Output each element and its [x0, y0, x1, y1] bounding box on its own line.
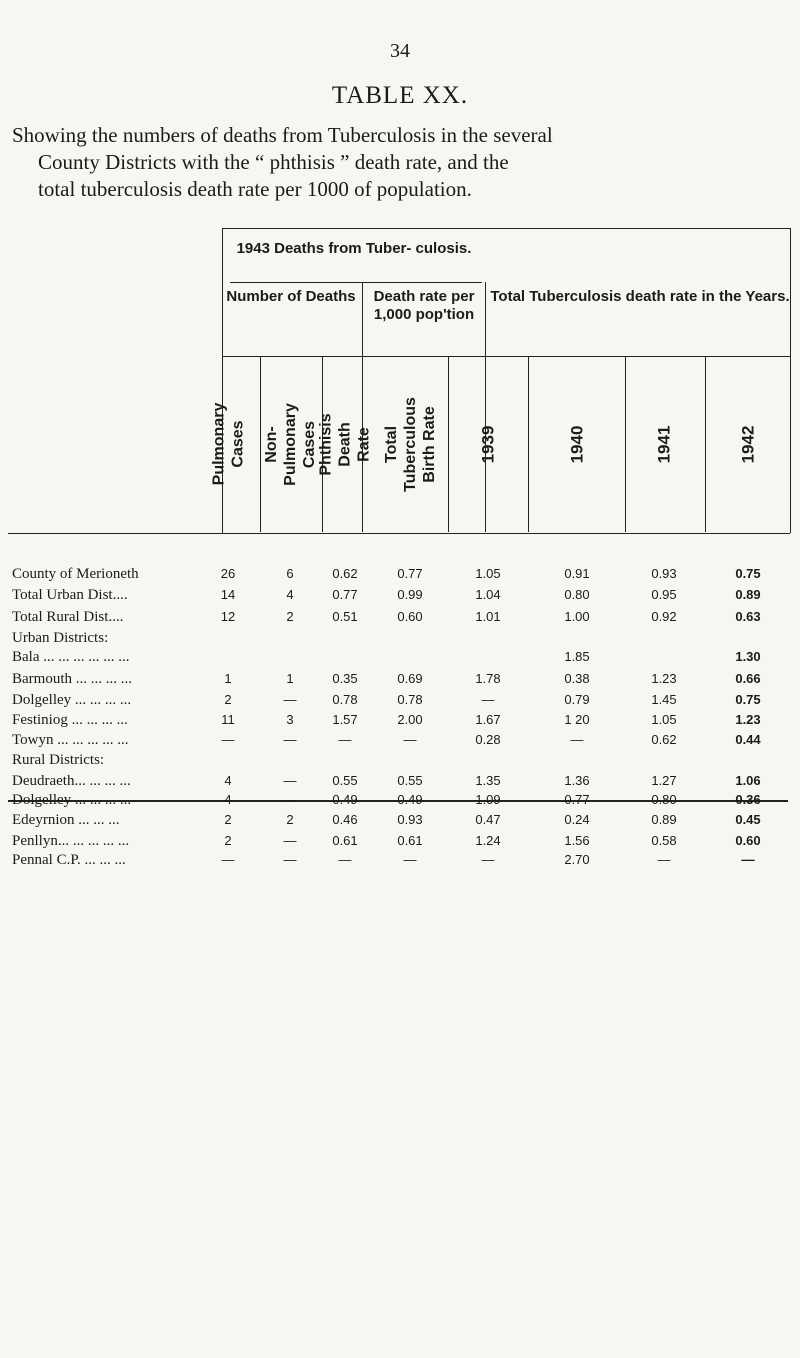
column-rule: [790, 228, 791, 533]
cell-year-1941: 0.93: [651, 566, 677, 581]
cell-year-1939: —: [481, 851, 495, 867]
cell-year-1941: 0.92: [651, 608, 677, 624]
cell-year-1940: 0.80: [564, 587, 590, 603]
column-rule: [705, 356, 706, 532]
cell-year-1939: 0.28: [475, 731, 501, 747]
header-group-number: Number of Deaths: [226, 288, 356, 305]
cell-year-1942: 1.23: [735, 712, 761, 728]
column-header-label: Total Tuberculous Birth Rate: [382, 396, 438, 492]
row-label: Total Urban Dist....: [12, 587, 128, 604]
cell-year-1940: 0.77: [564, 791, 590, 807]
row-label: Deudraeth... ... ... ...: [12, 772, 131, 789]
cell-year-1939: 1.09: [475, 791, 501, 807]
cell-non-pulmonary-cases: —: [283, 851, 297, 867]
cell-year-1941: 0.62: [651, 731, 677, 747]
cell-year-1942: 0.36: [735, 791, 761, 807]
row-label: Dolgelley ... ... ... ...: [12, 691, 132, 708]
cell-year-1939: 1.78: [475, 671, 501, 687]
cell-year-1939: 1.24: [475, 833, 501, 849]
table-row: [0, 712, 800, 734]
cell-year-1940: 1.00: [564, 608, 590, 624]
cell-non-pulmonary-cases: 4: [286, 587, 294, 603]
header-group-rule: [230, 282, 482, 283]
cell-year-1941: 0.95: [651, 587, 677, 603]
cell-phthisis-death-rate: 0.55: [332, 772, 358, 788]
column-rule: [625, 356, 626, 532]
column-header-year-1940: [547, 364, 607, 524]
cell-phthisis-death-rate: 0.77: [332, 587, 358, 603]
cell-year-1940: 1 20: [564, 712, 590, 728]
cell-pulmonary-cases: 2: [224, 812, 232, 828]
cell-year-1939: 1.01: [475, 608, 501, 624]
column-header-label: Pulmonary Cases: [210, 402, 246, 486]
column-header-year-1942: [718, 364, 778, 524]
cell-phthisis-death-rate: 0.62: [332, 566, 358, 581]
cell-year-1941: 1.23: [651, 671, 677, 687]
cell-year-1940: 1.85: [564, 648, 590, 664]
cell-year-1940: 0.38: [564, 671, 590, 687]
cell-year-1940: 2.70: [564, 851, 590, 867]
row-label: Total Rural Dist....: [12, 608, 124, 625]
cell-pulmonary-cases: 1: [224, 671, 232, 687]
cell-pulmonary-cases: —: [221, 851, 235, 867]
cell-year-1942: 0.75: [735, 691, 761, 707]
cell-total-tuberculous-birth-rate: 0.49: [397, 791, 423, 807]
table-description: [12, 122, 782, 203]
cell-year-1941: 0.58: [651, 833, 677, 849]
cell-year-1942: 0.66: [735, 671, 761, 687]
cell-non-pulmonary-cases: —: [283, 731, 297, 747]
cell-year-1939: 1.04: [475, 587, 501, 603]
cell-year-1941: 1.27: [651, 772, 677, 788]
cell-year-1941: 0.80: [651, 791, 677, 807]
cell-phthisis-death-rate: 0.78: [332, 691, 358, 707]
row-label: Towyn ... ... ... ... ...: [12, 731, 129, 748]
table-row: [0, 752, 800, 774]
column-header-year-1939: [458, 364, 518, 524]
cell-non-pulmonary-cases: —: [283, 791, 297, 807]
column-header-label: Phthisis Death Rate: [317, 412, 373, 476]
table-row: [0, 852, 800, 874]
cell-year-1942: 1.06: [735, 772, 761, 788]
cell-non-pulmonary-cases: 6: [286, 566, 294, 581]
column-header-label: 1940: [567, 425, 587, 463]
column-rule: [528, 356, 529, 532]
page-number: 34: [390, 40, 410, 62]
cell-total-tuberculous-birth-rate: 0.61: [397, 833, 423, 849]
cell-pulmonary-cases: —: [221, 731, 235, 747]
table-row: [0, 732, 800, 754]
column-header-total-tuberculous-birth-rate: [380, 364, 440, 524]
table-row: [0, 566, 800, 588]
table-row: [0, 609, 800, 631]
cell-total-tuberculous-birth-rate: 0.55: [397, 772, 423, 788]
description-line-2: County Districts with the “ phthisis ” death rate, and the: [38, 150, 509, 174]
cell-non-pulmonary-cases: 2: [286, 812, 294, 828]
column-header-non-pulmonary-cases: [260, 364, 320, 524]
table-row: [0, 692, 800, 714]
cell-year-1939: 1.05: [475, 566, 501, 581]
cell-phthisis-death-rate: 0.46: [332, 812, 358, 828]
table-row: [0, 812, 800, 834]
cell-total-tuberculous-birth-rate: 0.77: [397, 566, 423, 581]
table-row: [0, 792, 800, 814]
cell-non-pulmonary-cases: —: [283, 691, 297, 707]
cell-total-tuberculous-birth-rate: 0.69: [397, 671, 423, 687]
cell-total-tuberculous-birth-rate: —: [403, 731, 417, 747]
header-group-deaths: 1943 Deaths from Tuber- culosis.: [236, 240, 472, 257]
header-group-years: Total Tuberculosis death rate in the Years.: [490, 288, 790, 305]
cell-phthisis-death-rate: 1.57: [332, 712, 358, 728]
cell-phthisis-death-rate: —: [338, 851, 352, 867]
column-rule: [448, 356, 449, 532]
header-bottom-rule: [8, 533, 790, 534]
column-header-pulmonary-cases: [198, 364, 258, 524]
column-header-phthisis-death-rate: [315, 364, 375, 524]
cell-total-tuberculous-birth-rate: 0.78: [397, 691, 423, 707]
table-title: TABLE XX.: [331, 82, 469, 109]
cell-year-1940: —: [570, 731, 584, 747]
cell-year-1940: 0.79: [564, 691, 590, 707]
row-label: Urban Districts:: [12, 629, 109, 646]
cell-year-1940: 0.24: [564, 812, 590, 828]
row-label: Dolgelley ... ... ... ...: [12, 791, 132, 808]
table-row: [0, 649, 800, 671]
cell-total-tuberculous-birth-rate: —: [403, 851, 417, 867]
cell-year-1942: 0.63: [735, 608, 761, 624]
cell-pulmonary-cases: 4: [224, 791, 232, 807]
cell-non-pulmonary-cases: 3: [286, 712, 294, 728]
cell-non-pulmonary-cases: —: [283, 772, 297, 788]
row-label: County of Merioneth: [12, 566, 139, 582]
cell-year-1940: 0.91: [564, 566, 590, 581]
cell-year-1942: —: [741, 851, 755, 867]
column-header-label: 1942: [738, 425, 758, 463]
table-row: [0, 587, 800, 609]
cell-year-1941: 0.89: [651, 812, 677, 828]
cell-total-tuberculous-birth-rate: 0.99: [397, 587, 423, 603]
cell-year-1942: 0.75: [735, 566, 761, 581]
cell-year-1942: 0.60: [735, 833, 761, 849]
column-header-year-1941: [634, 364, 694, 524]
cell-year-1939: 0.47: [475, 812, 501, 828]
cell-total-tuberculous-birth-rate: 0.93: [397, 812, 423, 828]
cell-phthisis-death-rate: 0.51: [332, 608, 358, 624]
table-row: [0, 671, 800, 693]
cell-pulmonary-cases: 14: [220, 587, 236, 603]
row-label: Penllyn... ... ... ... ...: [12, 833, 130, 850]
cell-phthisis-death-rate: 0.61: [332, 833, 358, 849]
cell-year-1941: 1.45: [651, 691, 677, 707]
cell-phthisis-death-rate: —: [338, 731, 352, 747]
cell-non-pulmonary-cases: 1: [286, 671, 294, 687]
cell-year-1939: 1.35: [475, 772, 501, 788]
cell-pulmonary-cases: 4: [224, 772, 232, 788]
row-label: Edeyrnion ... ... ...: [12, 812, 120, 829]
column-header-label: 1941: [654, 425, 674, 463]
header-top-rule: [222, 228, 790, 229]
cell-non-pulmonary-cases: 2: [286, 608, 294, 624]
cell-non-pulmonary-cases: —: [283, 833, 297, 849]
cell-total-tuberculous-birth-rate: 0.60: [397, 608, 423, 624]
row-label: Pennal C.P. ... ... ...: [12, 851, 126, 868]
column-header-label: Non-Pulmonary Cases: [262, 402, 318, 486]
cell-pulmonary-cases: 11: [221, 712, 235, 728]
cell-phthisis-death-rate: 0.35: [332, 671, 358, 687]
cell-year-1942: 0.44: [735, 731, 761, 747]
row-label: Rural Districts:: [12, 752, 105, 769]
cell-year-1939: —: [481, 691, 495, 707]
cell-year-1942: 0.45: [735, 812, 761, 828]
cell-pulmonary-cases: 2: [224, 833, 232, 849]
header-group-rate: Death rate per 1,000 pop'tion: [373, 288, 475, 323]
cell-pulmonary-cases: 12: [220, 608, 236, 624]
row-label: Bala ... ... ... ... ... ...: [12, 648, 130, 665]
cell-pulmonary-cases: 2: [224, 691, 232, 707]
description-line-3: total tuberculosis death rate per 1000 of population.: [38, 177, 472, 201]
cell-year-1940: 1.56: [564, 833, 590, 849]
cell-year-1941: —: [657, 851, 671, 867]
cell-year-1942: 0.89: [735, 587, 761, 603]
description-line-1: Showing the numbers of deaths from Tuberculosis in the several: [12, 123, 553, 147]
cell-phthisis-death-rate: 0.49: [332, 791, 358, 807]
cell-pulmonary-cases: 26: [220, 566, 236, 581]
row-label: Barmouth ... ... ... ...: [12, 671, 132, 688]
column-header-label: 1939: [478, 425, 498, 463]
cell-year-1942: 1.30: [735, 648, 761, 664]
cell-total-tuberculous-birth-rate: 2.00: [397, 712, 423, 728]
cell-year-1939: 1.67: [475, 712, 501, 728]
cell-year-1941: 1.05: [651, 712, 677, 728]
cell-year-1940: 1.36: [564, 772, 590, 788]
row-label: Festiniog ... ... ... ...: [12, 712, 128, 729]
